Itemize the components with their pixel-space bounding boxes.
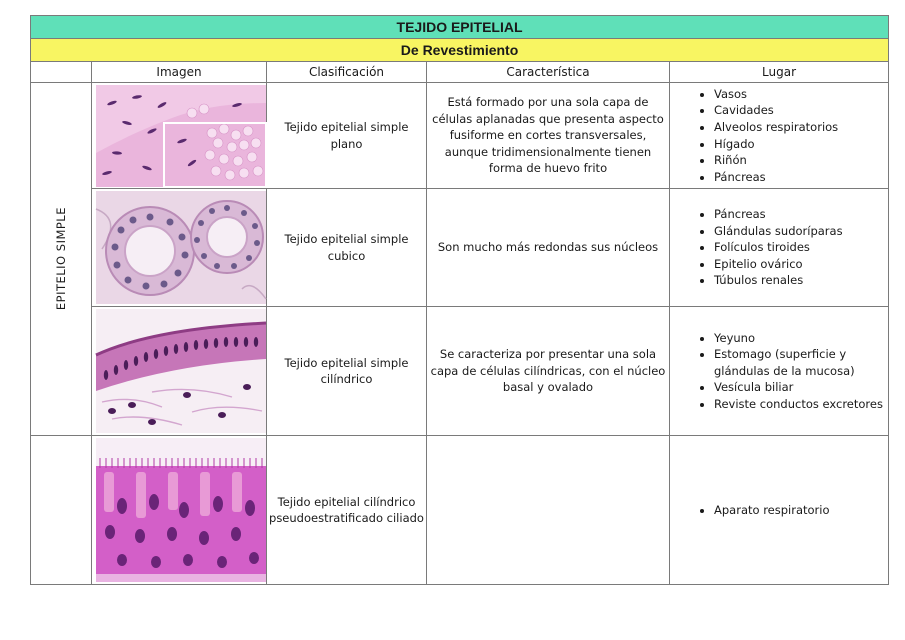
- list-item: • Cavidades: [714, 102, 888, 119]
- list-item: • Páncreas: [714, 206, 888, 223]
- table-subtitle: De Revestimiento: [31, 39, 889, 62]
- micrograph-pseudoestratificado: [92, 436, 267, 585]
- table-row: [31, 436, 889, 585]
- group-label: EPITELIO SIMPLE: [54, 207, 68, 311]
- lugar-list: [670, 86, 888, 186]
- lugar-list: [670, 206, 888, 289]
- lugar-list: [670, 502, 888, 519]
- list-item: • Alveolos respiratorios: [714, 119, 888, 136]
- micrograph-simple-cilindrico: [92, 307, 267, 436]
- micrograph-simple-cubico: [92, 189, 267, 307]
- list-item: • Vasos: [714, 86, 888, 103]
- lugar-cell: [670, 189, 889, 307]
- header-imagen: Imagen: [92, 62, 267, 83]
- caracteristica-cell: Se caracteriza por presentar una sola capa de células cilíndricas, con el núcleo basal y ovalado: [427, 307, 670, 436]
- empty-header-cell: [31, 62, 92, 83]
- clasificacion-cell: Tejido epitelial simple cilíndrico: [267, 307, 427, 436]
- lugar-cell: [670, 83, 889, 189]
- header-caracteristica: Característica: [427, 62, 670, 83]
- clasificacion-cell: Tejido epitelial simple cubico: [267, 189, 427, 307]
- table-row: [31, 189, 889, 307]
- list-item: • Riñón: [714, 152, 888, 169]
- list-item: • Vesícula biliar: [714, 379, 888, 396]
- table-row: [31, 307, 889, 436]
- lugar-cell: [670, 307, 889, 436]
- list-item: • Reviste conductos excretores: [714, 396, 888, 413]
- group-label-cell: [31, 83, 92, 436]
- list-item: • Páncreas: [714, 169, 888, 186]
- caracteristica-cell: [427, 436, 670, 585]
- list-item: • Epitelio ovárico: [714, 256, 888, 273]
- empty-group-cell: [31, 436, 92, 585]
- clasificacion-cell: Tejido epitelial simple plano: [267, 83, 427, 189]
- lugar-cell: [670, 436, 889, 585]
- caracteristica-cell: Está formado por una sola capa de células aplanadas que presenta aspecto fusiforme en cortes transversales, aunque tridimensionalmente tienen forma de huevo frito: [427, 83, 670, 189]
- list-item: • Estomago (superficie y glándulas de la mucosa): [714, 346, 888, 379]
- epithelial-table: [30, 15, 889, 585]
- list-item: • Folículos tiroides: [714, 239, 888, 256]
- clasificacion-cell: Tejido epitelial cilíndrico pseudoestratificado ciliado: [267, 436, 427, 585]
- micrograph-simple-plano: [92, 83, 267, 189]
- list-item: • Glándulas sudoríparas: [714, 223, 888, 240]
- lugar-list: [670, 330, 888, 413]
- table-row: [31, 83, 889, 189]
- header-clasificacion: Clasificación: [267, 62, 427, 83]
- list-item: • Yeyuno: [714, 330, 888, 347]
- caracteristica-cell: Son mucho más redondas sus núcleos: [427, 189, 670, 307]
- table-title: TEJIDO EPITELIAL: [31, 16, 889, 39]
- header-lugar: Lugar: [670, 62, 889, 83]
- list-item: • Hígado: [714, 136, 888, 153]
- list-item: • Aparato respiratorio: [714, 502, 888, 519]
- list-item: • Túbulos renales: [714, 272, 888, 289]
